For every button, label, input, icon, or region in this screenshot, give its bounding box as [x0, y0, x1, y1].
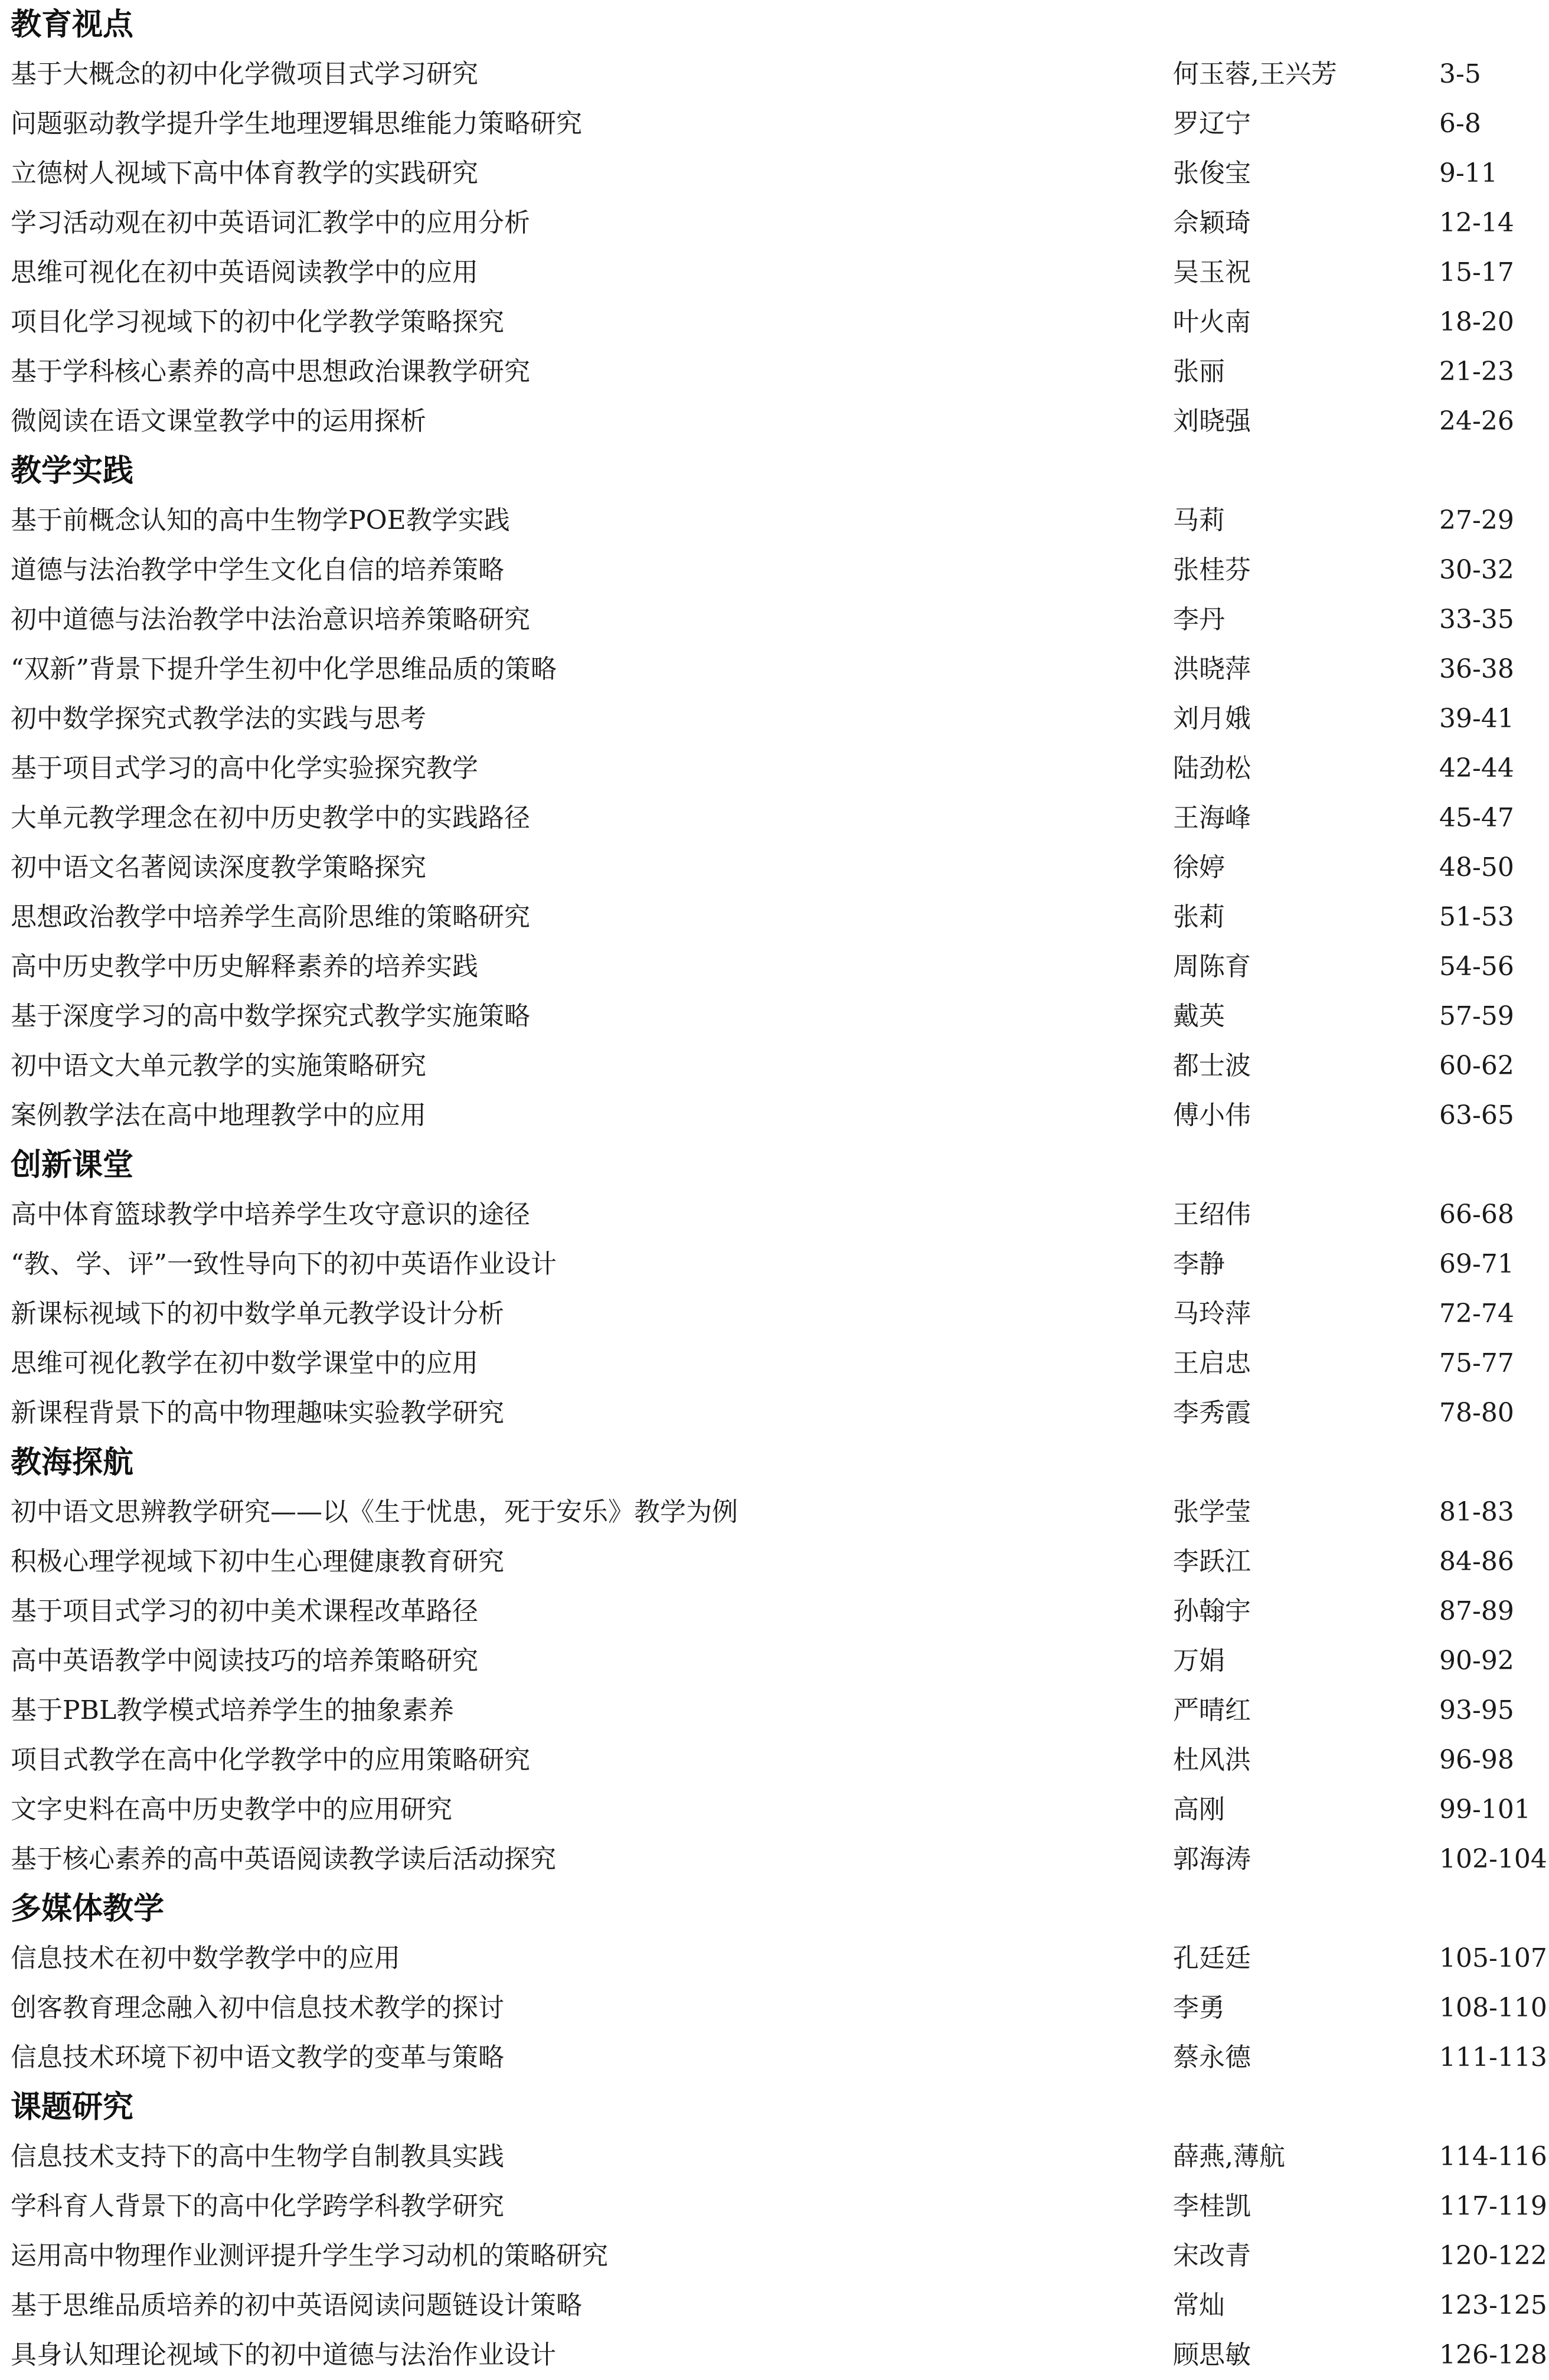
article-title: 大单元教学理念在初中历史教学中的实践路径 [11, 803, 530, 833]
toc-entry[interactable] [0, 1190, 1549, 1240]
section-heading: 教育视点 [11, 7, 134, 42]
toc-entry[interactable] [0, 1488, 1549, 1537]
article-title: 思维可视化教学在初中数学课堂中的应用 [11, 1348, 478, 1378]
page-range: 72-74 [1439, 1299, 1514, 1329]
toc-entry[interactable] [0, 1735, 1549, 1785]
article-author: 李秀霞 [1173, 1398, 1251, 1428]
toc-entry[interactable] [0, 1388, 1549, 1438]
page-range: 96-98 [1439, 1745, 1514, 1775]
toc-entry[interactable] [0, 892, 1549, 942]
article-title: 信息技术环境下初中语文教学的变革与策略 [11, 2042, 504, 2072]
section-heading: 教海探航 [11, 1445, 134, 1480]
page-range: 84-86 [1439, 1547, 1514, 1577]
page-range: 48-50 [1439, 852, 1514, 882]
article-author: 顾思敏 [1173, 2340, 1251, 2370]
article-author: 杜风洪 [1173, 1745, 1251, 1775]
page-range: 93-95 [1439, 1695, 1514, 1725]
article-title: 立德树人视域下高中体育教学的实践研究 [11, 158, 478, 188]
article-author: 佘颖琦 [1173, 208, 1251, 238]
article-title: 初中语文思辨教学研究——以《生于忧患，死于安乐》教学为例 [11, 1497, 738, 1527]
article-author: 张学莹 [1173, 1497, 1251, 1527]
page-range: 63-65 [1439, 1100, 1514, 1130]
page-range: 30-32 [1439, 555, 1514, 585]
page-range: 45-47 [1439, 803, 1514, 833]
toc-entry[interactable] [0, 50, 1549, 99]
article-author: 万娟 [1173, 1646, 1225, 1676]
article-title: 学科育人背景下的高中化学跨学科教学研究 [11, 2191, 504, 2221]
article-author: 傅小伟 [1173, 1100, 1251, 1130]
article-title: 信息技术支持下的高中生物学自制教具实践 [11, 2142, 504, 2172]
page-range: 51-53 [1439, 902, 1514, 932]
article-author: 马玲萍 [1173, 1299, 1251, 1329]
page-range: 18-20 [1439, 307, 1514, 337]
toc-entry[interactable] [0, 793, 1549, 843]
toc-entry[interactable] [0, 347, 1549, 397]
page-range: 75-77 [1439, 1348, 1514, 1378]
article-author: 王启忠 [1173, 1348, 1251, 1378]
toc-entry[interactable] [0, 397, 1549, 446]
article-title: 道德与法治教学中学生文化自信的培养策略 [11, 555, 504, 585]
page-range: 21-23 [1439, 357, 1514, 387]
page-range: 105-107 [1439, 1943, 1547, 1973]
article-author: 张莉 [1173, 902, 1225, 932]
section-heading: 教学实践 [11, 453, 134, 489]
article-title: 运用高中物理作业测评提升学生学习动机的策略研究 [11, 2241, 608, 2271]
toc-entry[interactable] [0, 298, 1549, 347]
page-range: 108-110 [1439, 1993, 1547, 2023]
toc-entry[interactable] [0, 1587, 1549, 1636]
article-author: 刘月娥 [1173, 704, 1251, 734]
article-title: 基于前概念认知的高中生物学POE教学实践 [11, 505, 510, 535]
article-author: 常灿 [1173, 2290, 1225, 2320]
article-title: 文字史料在高中历史教学中的应用研究 [11, 1794, 452, 1825]
article-author: 都士波 [1173, 1051, 1251, 1081]
article-author: 高刚 [1173, 1794, 1225, 1825]
article-title: 项目式教学在高中化学教学中的应用策略研究 [11, 1745, 530, 1775]
page-range: 111-113 [1439, 2042, 1547, 2072]
article-author: 孙翰宇 [1173, 1596, 1251, 1626]
article-title: 初中数学探究式教学法的实践与思考 [11, 704, 426, 734]
page-range: 42-44 [1439, 753, 1514, 783]
article-title: 思想政治教学中培养学生高阶思维的策略研究 [11, 902, 530, 932]
article-title: 积极心理学视域下初中生心理健康教育研究 [11, 1547, 504, 1577]
article-title: 基于PBL教学模式培养学生的抽象素养 [11, 1695, 455, 1725]
toc-entry[interactable] [0, 992, 1549, 1041]
page-range: 120-122 [1439, 2241, 1547, 2271]
article-title: 初中语文名著阅读深度教学策略探究 [11, 852, 426, 882]
article-title: 基于核心素养的高中英语阅读教学读后活动探究 [11, 1844, 556, 1874]
page-range: 87-89 [1439, 1596, 1514, 1626]
article-author: 孔廷廷 [1173, 1943, 1251, 1973]
page-range: 81-83 [1439, 1497, 1514, 1527]
article-author: 周陈育 [1173, 952, 1251, 982]
article-author: 罗辽宁 [1173, 109, 1251, 139]
page-range: 6-8 [1439, 109, 1481, 139]
article-title: 微阅读在语文课堂教学中的运用探析 [11, 406, 426, 436]
toc-entry[interactable] [0, 99, 1549, 149]
page-range: 57-59 [1439, 1001, 1514, 1031]
article-title: 具身认知理论视域下的初中道德与法治作业设计 [11, 2340, 556, 2370]
toc-entry[interactable] [0, 2231, 1549, 2281]
page-range: 102-104 [1439, 1844, 1547, 1874]
article-author: 王海峰 [1173, 803, 1251, 833]
section-heading: 课题研究 [11, 2090, 134, 2125]
article-title: 高中体育篮球教学中培养学生攻守意识的途径 [11, 1199, 530, 1230]
toc-entry[interactable] [0, 1835, 1549, 1884]
page-range: 33-35 [1439, 604, 1514, 635]
page-range: 12-14 [1439, 208, 1514, 238]
toc-entry[interactable] [0, 942, 1549, 992]
toc-entry[interactable] [0, 496, 1549, 545]
page-range: 99-101 [1439, 1794, 1531, 1825]
article-author: 马莉 [1173, 505, 1225, 535]
article-title: 基于大概念的初中化学微项目式学习研究 [11, 59, 478, 89]
toc-entry[interactable] [0, 1785, 1549, 1835]
article-author: 宋改青 [1173, 2241, 1251, 2271]
toc-entry[interactable] [0, 2330, 1549, 2380]
page-range: 123-125 [1439, 2290, 1547, 2320]
article-title: 基于项目式学习的高中化学实验探究教学 [11, 753, 478, 783]
article-title: 学习活动观在初中英语词汇教学中的应用分析 [11, 208, 530, 238]
article-author: 李静 [1173, 1249, 1225, 1279]
toc-entry[interactable] [0, 1091, 1549, 1140]
article-author: 吴玉祝 [1173, 257, 1251, 287]
article-title: 基于思维品质培养的初中英语阅读问题链设计策略 [11, 2290, 582, 2320]
toc-entry[interactable] [0, 1686, 1549, 1735]
toc-entry[interactable] [0, 545, 1549, 595]
toc-entry[interactable] [0, 1983, 1549, 2033]
section-heading: 多媒体教学 [11, 1891, 165, 1927]
article-title: 基于深度学习的高中数学探究式教学实施策略 [11, 1001, 530, 1031]
toc-entry[interactable] [0, 198, 1549, 248]
article-title: 基于项目式学习的初中美术课程改革路径 [11, 1596, 478, 1626]
article-author: 李桂凯 [1173, 2191, 1251, 2221]
article-author: 戴英 [1173, 1001, 1225, 1031]
article-title: “双新”背景下提升学生初中化学思维品质的策略 [11, 654, 557, 684]
article-title: 问题驱动教学提升学生地理逻辑思维能力策略研究 [11, 109, 582, 139]
article-author: 李跃江 [1173, 1547, 1251, 1577]
toc-entry[interactable] [0, 2182, 1549, 2231]
page-range: 36-38 [1439, 654, 1514, 684]
page-range: 117-119 [1439, 2191, 1547, 2221]
page-range: 78-80 [1439, 1398, 1514, 1428]
toc-entry[interactable] [0, 1537, 1549, 1587]
toc-entry[interactable] [0, 2033, 1549, 2082]
article-author: 严晴红 [1173, 1695, 1251, 1725]
toc-entry[interactable] [0, 744, 1549, 793]
toc-entry[interactable] [0, 1041, 1549, 1091]
article-title: 高中英语教学中阅读技巧的培养策略研究 [11, 1646, 478, 1676]
page-range: 69-71 [1439, 1249, 1514, 1279]
article-author: 李勇 [1173, 1993, 1225, 2023]
toc-entry[interactable] [0, 1289, 1549, 1339]
article-title: 创客教育理念融入初中信息技术教学的探讨 [11, 1993, 504, 2023]
toc-entry[interactable] [0, 248, 1549, 298]
page-range: 15-17 [1439, 257, 1514, 287]
article-author: 陆劲松 [1173, 753, 1251, 783]
toc-entry[interactable] [0, 694, 1549, 744]
article-author: 郭海涛 [1173, 1844, 1251, 1874]
page-range: 24-26 [1439, 406, 1514, 436]
article-author: 薛燕,薄航 [1173, 2142, 1285, 2172]
page-range: 39-41 [1439, 704, 1514, 734]
article-title: 初中道德与法治教学中法治意识培养策略研究 [11, 604, 530, 635]
article-author: 洪晓萍 [1173, 654, 1251, 684]
page-range: 3-5 [1439, 59, 1481, 89]
article-title: 项目化学习视域下的初中化学教学策略探究 [11, 307, 504, 337]
toc-entry[interactable] [0, 2132, 1549, 2182]
toc-entry[interactable] [0, 149, 1549, 198]
page-range: 60-62 [1439, 1051, 1514, 1081]
article-title: 初中语文大单元教学的实施策略研究 [11, 1051, 426, 1081]
article-title: 高中历史教学中历史解释素养的培养实践 [11, 952, 478, 982]
page-range: 126-128 [1439, 2340, 1547, 2370]
article-title: 新课程背景下的高中物理趣味实验教学研究 [11, 1398, 504, 1428]
page-range: 66-68 [1439, 1199, 1514, 1230]
article-title: “教、学、评”一致性导向下的初中英语作业设计 [11, 1249, 557, 1279]
article-author: 徐婷 [1173, 852, 1225, 882]
page-range: 114-116 [1439, 2142, 1547, 2172]
page-range: 90-92 [1439, 1646, 1514, 1676]
article-author: 蔡永德 [1173, 2042, 1251, 2072]
page-range: 54-56 [1439, 952, 1514, 982]
toc-entry[interactable] [0, 1240, 1549, 1289]
article-author: 刘晓强 [1173, 406, 1251, 436]
article-author: 张丽 [1173, 357, 1225, 387]
article-author: 张俊宝 [1173, 158, 1251, 188]
article-author: 李丹 [1173, 604, 1225, 635]
page-range: 9-11 [1439, 158, 1498, 188]
article-author: 叶火南 [1173, 307, 1251, 337]
toc-entry[interactable] [0, 645, 1549, 694]
section-heading: 创新课堂 [11, 1148, 134, 1183]
article-author: 何玉蓉,王兴芳 [1173, 59, 1337, 89]
toc-entry[interactable] [0, 843, 1549, 892]
toc-entry[interactable] [0, 1934, 1549, 1983]
toc-entry[interactable] [0, 595, 1549, 645]
toc-entry[interactable] [0, 1339, 1549, 1388]
toc-entry[interactable] [0, 1636, 1549, 1686]
article-title: 案例教学法在高中地理教学中的应用 [11, 1100, 426, 1130]
article-author: 王绍伟 [1173, 1199, 1251, 1230]
toc-entry[interactable] [0, 2281, 1549, 2330]
page-range: 27-29 [1439, 505, 1514, 535]
article-title: 信息技术在初中数学教学中的应用 [11, 1943, 400, 1973]
article-title: 基于学科核心素养的高中思想政治课教学研究 [11, 357, 530, 387]
article-title: 新课标视域下的初中数学单元教学设计分析 [11, 1299, 504, 1329]
article-title: 思维可视化在初中英语阅读教学中的应用 [11, 257, 478, 287]
article-author: 张桂芬 [1173, 555, 1251, 585]
